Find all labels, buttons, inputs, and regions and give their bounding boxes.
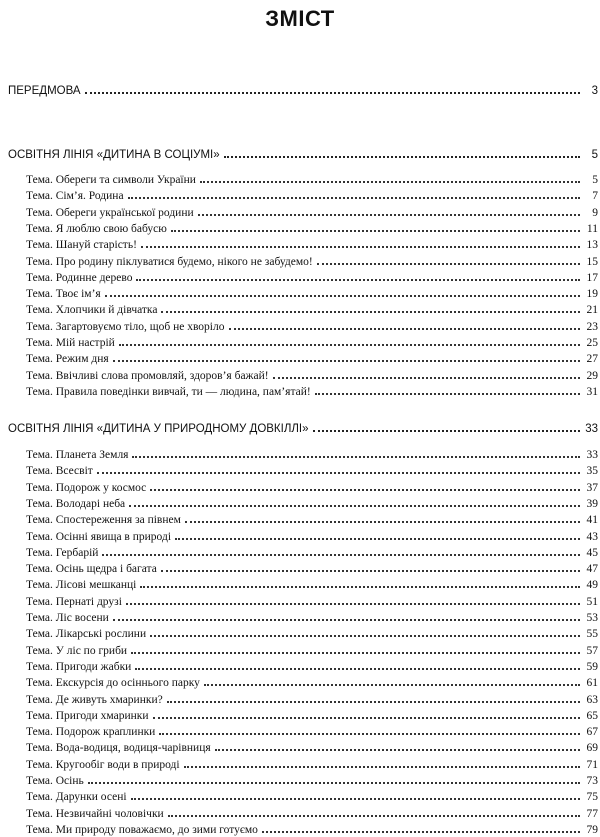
dot-leader	[135, 658, 580, 670]
toc-topic-page-number: 79	[586, 824, 598, 836]
toc-topic-page-number: 31	[586, 386, 598, 398]
toc-topic[interactable]	[26, 625, 598, 639]
toc-topic-label: Тема. Пригоди жабки	[26, 661, 132, 673]
toc-topic[interactable]	[26, 576, 598, 590]
toc-topic[interactable]	[26, 805, 598, 819]
toc-topic[interactable]	[26, 367, 598, 381]
dot-leader	[105, 285, 580, 297]
toc-topic-page-number: 65	[586, 710, 598, 722]
dot-leader	[150, 479, 580, 491]
dot-leader	[153, 707, 580, 719]
toc-topic-label: Тема. Пригоди хмаринки	[26, 710, 149, 722]
toc-section[interactable]	[8, 146, 598, 160]
toc-topic-label: Тема. Подорож у космос	[26, 482, 147, 494]
dot-leader	[161, 560, 580, 572]
dot-leader	[200, 171, 580, 183]
toc-topic[interactable]	[26, 756, 598, 770]
toc-topic[interactable]	[26, 383, 598, 397]
dot-leader	[167, 691, 580, 703]
toc-topic[interactable]	[26, 658, 598, 672]
dot-leader	[224, 146, 580, 158]
dot-leader	[126, 593, 580, 605]
toc-topic-label: Тема. Ввічливі слова промовляй, здоров’я бажай!	[26, 370, 269, 382]
dot-leader	[215, 739, 580, 751]
toc-topic[interactable]	[26, 350, 598, 364]
dot-leader	[119, 334, 580, 346]
toc-topic-page-number: 73	[586, 775, 598, 787]
toc-topic-page-number: 35	[586, 465, 598, 477]
toc-topic-page-number: 29	[586, 370, 598, 382]
toc-section-page-number: 5	[591, 149, 598, 161]
dot-leader	[102, 544, 580, 556]
dot-leader	[315, 383, 580, 395]
toc-topic-page-number: 23	[586, 321, 598, 333]
toc-topic-page-number: 21	[586, 304, 598, 316]
toc-topic-page-number: 55	[586, 628, 598, 640]
toc-topic-page-number: 25	[586, 337, 598, 349]
toc-topic[interactable]	[26, 691, 598, 705]
toc-topic-label: Тема. Правила поведінки вивчай, ти — людина, пам’ятай!	[26, 386, 311, 398]
toc-topic-page-number: 49	[586, 579, 598, 591]
dot-leader	[140, 576, 580, 588]
toc-topic[interactable]	[26, 821, 598, 835]
toc-topic-label: Тема. Планета Земля	[26, 449, 129, 461]
toc-topic[interactable]	[26, 269, 598, 283]
toc-topic[interactable]	[26, 253, 598, 267]
toc-topic-label: Тема. Режим дня	[26, 353, 109, 365]
toc-topic-page-number: 9	[592, 207, 598, 219]
toc-section[interactable]	[8, 420, 598, 434]
toc-topic-label: Тема. Осінь	[26, 775, 84, 787]
toc-topic-label: Тема. Осінь щедра і багата	[26, 563, 157, 575]
dot-leader	[262, 821, 580, 833]
toc-topic-label: Тема. Вода-водиця, водиця-чарівниця	[26, 742, 211, 754]
dot-leader	[128, 187, 580, 199]
toc-topic-page-number: 27	[586, 353, 598, 365]
dot-leader	[150, 625, 580, 637]
toc-topic-label: Тема. Шануй старість!	[26, 239, 137, 251]
toc-topic[interactable]	[26, 462, 598, 476]
toc-preface[interactable]	[8, 82, 598, 96]
toc-topic[interactable]	[26, 560, 598, 574]
toc-topic-page-number: 41	[586, 514, 598, 526]
toc-topic-page-number: 71	[586, 759, 598, 771]
toc-topic-label: Тема. Лікарські рослини	[26, 628, 147, 640]
toc-topic-label: Тема. Де живуть хмаринки?	[26, 694, 163, 706]
toc-topic-label: Тема. Гербарій	[26, 547, 99, 559]
toc-topic[interactable]	[26, 479, 598, 493]
dot-leader	[159, 723, 580, 735]
toc-topic-page-number: 43	[586, 531, 598, 543]
toc-topic-label: Тема. Ліс восени	[26, 612, 109, 624]
dot-leader	[204, 674, 580, 686]
dot-leader	[317, 253, 580, 265]
toc-topic[interactable]	[26, 593, 598, 607]
toc-topic[interactable]	[26, 334, 598, 348]
toc-topic[interactable]	[26, 204, 598, 218]
page-title: ЗМІСТ	[265, 6, 335, 31]
toc-topic-page-number: 67	[586, 726, 598, 738]
toc-topic[interactable]	[26, 187, 598, 201]
toc-topic-label: Тема. Дарунки осені	[26, 791, 127, 803]
dot-leader	[198, 204, 580, 216]
dot-leader	[175, 528, 580, 540]
toc-topic-page-number: 57	[586, 645, 598, 657]
toc-section-label: ОСВІТНЯ ЛІНІЯ «ДИТИНА В СОЦІУМІ»	[8, 149, 220, 161]
dot-leader	[131, 788, 580, 800]
dot-leader	[113, 609, 580, 621]
toc-topic-label: Тема. Твоє ім’я	[26, 288, 101, 300]
toc-topic-page-number: 37	[586, 482, 598, 494]
toc-topic-label: Тема. Ми природу поважаємо, до зими готуємо	[26, 824, 258, 836]
toc-topic[interactable]	[26, 220, 598, 234]
toc-topic-page-number: 11	[586, 223, 598, 235]
toc-topic-page-number: 63	[586, 694, 598, 706]
toc-topic-label: Тема. Незвичайні чоловічки	[26, 808, 164, 820]
toc-topic[interactable]	[26, 739, 598, 753]
toc-topic-page-number: 47	[586, 563, 598, 575]
toc-topic[interactable]	[26, 528, 598, 542]
dot-leader	[273, 367, 580, 379]
toc-topic-page-number: 61	[586, 677, 598, 689]
toc-topic-label: Тема. Мій настрій	[26, 337, 115, 349]
toc-section-page-number: 33	[585, 423, 598, 435]
toc-topic-label: Тема. Осінні явища в природі	[26, 531, 172, 543]
toc-topic[interactable]	[26, 511, 598, 525]
toc-topic-page-number: 15	[586, 256, 598, 268]
dot-leader	[97, 462, 580, 474]
toc-topic-page-number: 51	[586, 596, 598, 608]
toc-topic-label: Тема. Лісові мешканці	[26, 579, 137, 591]
toc-topic[interactable]	[26, 446, 598, 460]
toc-topic[interactable]	[26, 772, 598, 786]
dot-leader	[184, 756, 580, 768]
toc-topic-label: Тема. Пернаті друзі	[26, 596, 122, 608]
toc-topic-page-number: 75	[586, 791, 598, 803]
dot-leader	[129, 495, 580, 507]
toc-topic[interactable]	[26, 495, 598, 509]
toc-topic-label: Тема. Обереги та символи України	[26, 174, 196, 186]
toc-topic[interactable]	[26, 285, 598, 299]
dot-leader	[113, 350, 580, 362]
toc-preface-label: ПЕРЕДМОВА	[8, 85, 81, 97]
dot-leader	[136, 269, 580, 281]
toc-topic-page-number: 53	[586, 612, 598, 624]
dot-leader	[161, 301, 580, 313]
toc-topic-page-number: 13	[586, 239, 598, 251]
toc-topic-label: Тема. Про родину піклуватися будемо, нікого не забудемо!	[26, 256, 313, 268]
toc-topic-page-number: 17	[586, 272, 598, 284]
toc-topic[interactable]	[26, 674, 598, 688]
dot-leader	[313, 420, 580, 432]
dot-leader	[229, 318, 581, 330]
dot-leader	[132, 446, 580, 458]
toc-preface-page-number: 3	[591, 85, 598, 97]
toc-topic-label: Тема. Обереги української родини	[26, 207, 194, 219]
toc-topic[interactable]	[26, 723, 598, 737]
dot-leader	[131, 642, 580, 654]
toc-topic-page-number: 45	[586, 547, 598, 559]
toc-topic[interactable]	[26, 318, 598, 332]
toc-topic-label: Тема. Екскурсія до осіннього парку	[26, 677, 200, 689]
toc-topic-page-number: 59	[586, 661, 598, 673]
toc-section-label: ОСВІТНЯ ЛІНІЯ «ДИТИНА У ПРИРОДНОМУ ДОВКІЛЛІ»	[8, 423, 309, 435]
dot-leader	[168, 805, 580, 817]
toc-topic[interactable]	[26, 544, 598, 558]
dot-leader	[141, 236, 580, 248]
toc-topic-label: Тема. Всесвіт	[26, 465, 93, 477]
dot-leader	[185, 511, 580, 523]
toc-topic[interactable]	[26, 707, 598, 721]
toc-topic-page-number: 7	[592, 190, 598, 202]
toc-topic-label: Тема. У ліс по гриби	[26, 645, 128, 657]
toc-topic[interactable]	[26, 301, 598, 315]
toc-topic-label: Тема. Спостереження за півнем	[26, 514, 181, 526]
toc-topic-label: Тема. Володарі неба	[26, 498, 126, 510]
toc-topic-label: Тема. Кругообіг води в природі	[26, 759, 180, 771]
toc-topic-page-number: 39	[586, 498, 598, 510]
toc-topic-page-number: 19	[586, 288, 598, 300]
toc-topic-label: Тема. Загартовуємо тіло, щоб не хворіло	[26, 321, 225, 333]
toc-topic-label: Тема. Сім’я. Родина	[26, 190, 124, 202]
toc-topic-page-number: 33	[586, 449, 598, 461]
toc-topic-label: Тема. Подорож краплинки	[26, 726, 156, 738]
toc-topic[interactable]	[26, 642, 598, 656]
toc-topic-label: Тема. Я люблю свою бабусю	[26, 223, 167, 235]
toc-topic-label: Тема. Хлопчики й дівчатка	[26, 304, 158, 316]
toc-topic-page-number: 5	[592, 174, 598, 186]
dot-leader	[171, 220, 580, 232]
toc-topic-page-number: 69	[586, 742, 598, 754]
toc-topic[interactable]	[26, 171, 598, 185]
toc-topic[interactable]	[26, 609, 598, 623]
toc-topic[interactable]	[26, 236, 598, 250]
dot-leader	[88, 772, 580, 784]
toc-topic-label: Тема. Родинне дерево	[26, 272, 133, 284]
dot-leader	[85, 82, 580, 94]
toc-topic-page-number: 77	[586, 808, 598, 820]
